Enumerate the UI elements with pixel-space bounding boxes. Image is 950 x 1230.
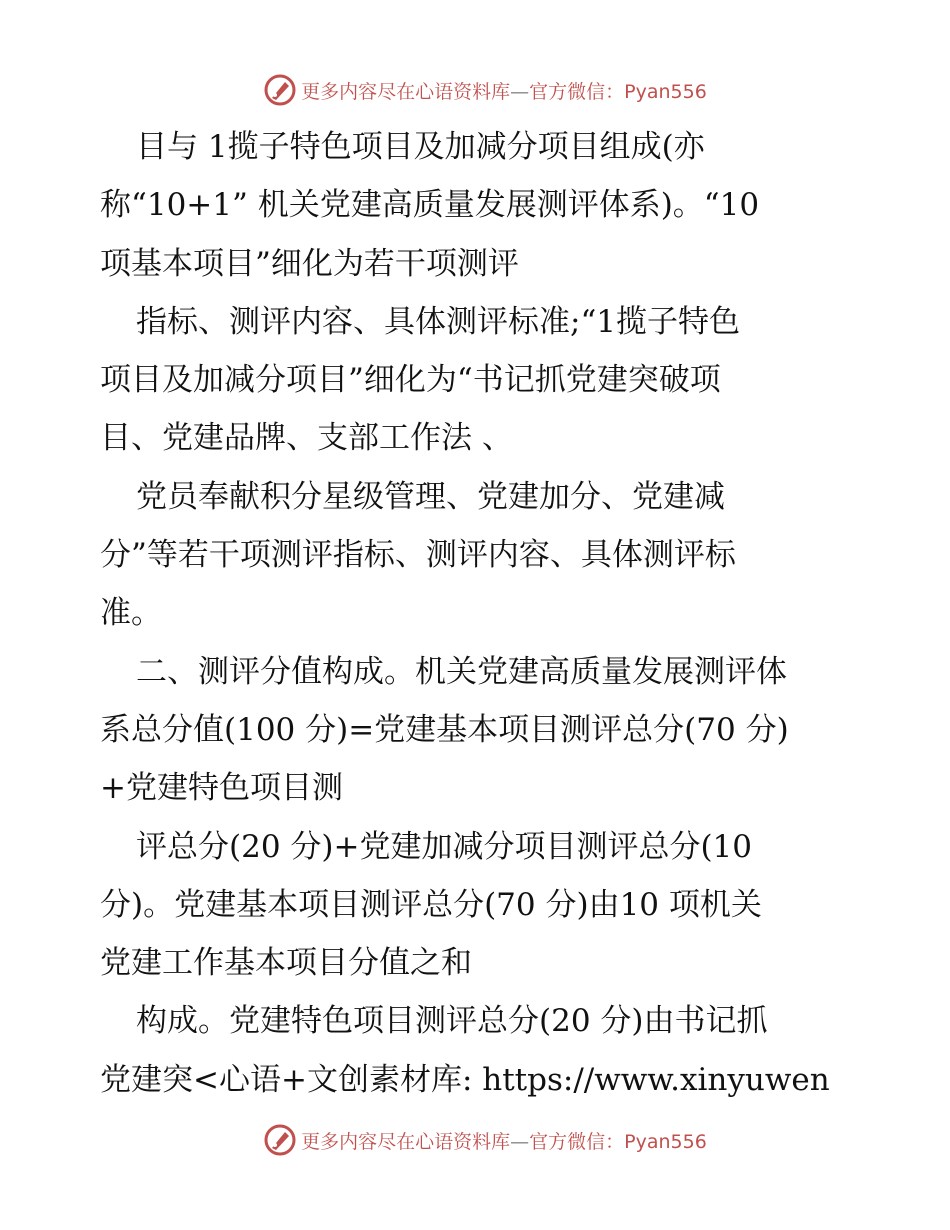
body-line: 党建工作基本项目分值之和 <box>100 945 472 982</box>
header-banner-main: 更多内容尽在心语资料库 <box>301 80 511 103</box>
header-banner-inner <box>263 73 707 107</box>
body-line: 评总分(20 分)+党建加减分项目测评总分(10 <box>136 828 753 865</box>
body-line: 称“10+1” 机关党建高质量发展测评体系)。“10 <box>100 187 760 224</box>
body-line: 项基本项目”细化为若干项测评 <box>100 245 519 282</box>
body-line: 分)。党建基本项目测评总分(70 分)由10 项机关 <box>100 886 762 923</box>
body-line: +党建特色项目测 <box>100 770 343 807</box>
document-body <box>100 118 860 1109</box>
body-line: 分”等若干项测评指标、测评内容、具体测评标 <box>100 537 736 574</box>
footer-banner-sep: — <box>510 1130 530 1153</box>
pen-nib-logo-icon <box>263 1123 297 1157</box>
body-line: 党建突<心语+文创素材库: https://www.xinyuwen <box>100 1061 830 1098</box>
footer-banner-wechat: 官方微信：Pyan556 <box>529 1130 707 1153</box>
body-line: 二、测评分值构成。机关党建高质量发展测评体 <box>136 653 787 690</box>
body-line: 指标、测评内容、具体测评标准;“1揽子特色 <box>136 303 741 340</box>
header-banner <box>0 70 950 110</box>
header-banner-sep: — <box>510 80 530 103</box>
footer-banner-text <box>301 1127 707 1154</box>
header-banner-text <box>301 77 707 104</box>
body-line: 构成。党建特色项目测评总分(20 分)由书记抓 <box>136 1003 768 1040</box>
body-line: 准。 <box>100 595 162 632</box>
body-line: 项目及加减分项目”细化为“书记抓党建突破项 <box>100 362 721 399</box>
pen-nib-logo-icon <box>263 73 297 107</box>
header-banner-wechat: 官方微信：Pyan556 <box>529 80 707 103</box>
footer-banner-inner <box>263 1123 707 1157</box>
body-line: 系总分值(100 分)=党建基本项目测评总分(70 分) <box>100 711 789 748</box>
body-line: 目、党建品牌、支部工作法 、 <box>100 420 513 457</box>
body-line: 党员奉献积分星级管理、党建加分、党建减 <box>136 478 725 515</box>
body-line: 目与 1揽子特色项目及加减分项目组成(亦 <box>136 129 705 165</box>
footer-banner <box>0 1120 950 1160</box>
footer-banner-main: 更多内容尽在心语资料库 <box>301 1130 511 1153</box>
